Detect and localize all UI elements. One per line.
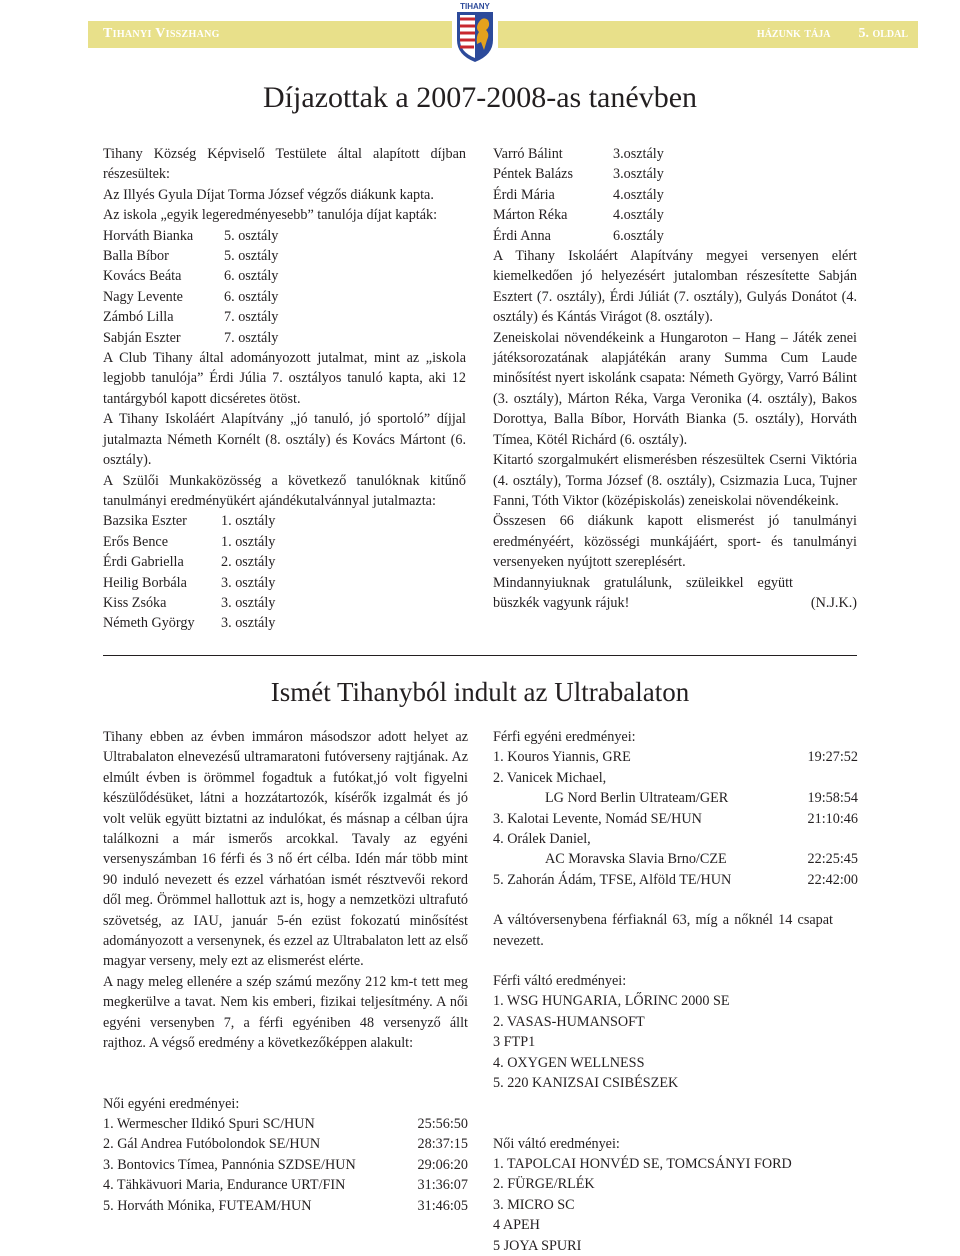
result-row: 4. OXYGEN WELLNESS <box>493 1054 645 1071</box>
congrats-paragraph: Mindannyiuknak gratulálunk, szüleikkel együtt büszkék vagyunk rájuk! <box>493 574 793 611</box>
result-row: 5. Zahorán Ádám, TFSE, Alföld TE/HUN 22:42:00 <box>493 871 858 888</box>
school-prize-list <box>103 226 466 348</box>
list-item: Bazsika Eszter 1. osztály <box>103 513 276 530</box>
result-row: 2. FÜRGE/RLÉK <box>493 1176 595 1193</box>
women-relay-title: Női váltó eredményei: <box>493 1135 620 1152</box>
result-row: AC Moravska Slavia Brno/CZE 22:25:45 <box>545 851 858 868</box>
ultrabalaton-paragraph-1: Tihany ebben az évben immáron másodszor adott helyet az Ultrabalaton elnevezésű ultramaratoni futóverseny rajtjának. Az elmúlt évben is örömmel fogadtuk a futókat,jó volt figyelni készülődésüket, látni a hozzátartozók, kísérők izgalmát és jó volt velük együtt biztatni az indulókat, és másnap a célban újra találkozni a már ismerős arcokkal. Tavaly az egyéni versenyszámban 16 férfi és 3 nő ért célba. Idén már több mint 90 induló nevezett és ezzel várhatóan ismét résztvevői rekord dől meg. Örömmel hallottuk azt is, hogy a nemzetközi ultrafutó szövetség, az IAU, január 5-én ezüst fokozatú minősítést adományozott a versenynek, és ezzel az Ultrabalaton lett az első magyar verseny, mely ezt az elismerést elérte. <box>103 729 468 970</box>
result-row: 2. VASAS-HUMANSOFT <box>493 1013 645 1030</box>
total-paragraph: Összesen 66 diákunk kapott elismerést jó tanulmányi eredményéért, közösségi munkájáért, sport- és tanulmányi versenyeken nyújtott szereplésért. <box>493 513 857 571</box>
parents-prize-list-continued <box>493 144 857 246</box>
publication-title: Tihanyi Visszhang <box>103 26 220 41</box>
result-row: 5 JOYA SPURI <box>493 1237 582 1254</box>
list-item: Németh György 3. osztály <box>103 615 276 632</box>
diligence-paragraph: Kitartó szorgalmukért elismerésben részesültek Cserni Viktória (4. osztály), Torma József (8. osztály), Csizmazia Luca, Tujner Fanni, Tóth Viktor (középiskolás) zeneiskolai növendékeink. <box>493 452 857 509</box>
section-label: házunk tája <box>756 26 831 41</box>
ultrabalaton-paragraph-2: A nagy meleg ellenére a szép számú mezőny 212 km-t tett meg megkerülve a tavat. Nem kis emberi, fizikai teljesítmény. A női egyéni versenyben 7, a férfi egyéniben 48 versenyző állt rajthoz. A végső eredmény a következőképpen alakult: <box>103 973 468 1052</box>
section-divider <box>103 655 857 656</box>
result-row: 2. Vanicek Michael, <box>493 769 607 786</box>
article2-left-column <box>103 727 468 1216</box>
list-item: Érdi Anna 6.osztály <box>493 227 664 244</box>
list-item: Péntek Balázs 3.osztály <box>493 166 664 183</box>
list-item: Zámbó Lilla 7. osztály <box>103 309 279 326</box>
result-row: 4 APEH <box>493 1217 540 1234</box>
result-row: 1. Kouros Yiannis, GRE 19:27:52 <box>493 749 858 766</box>
list-item: Márton Réka 4.osztály <box>493 207 664 224</box>
list-item: Erős Bence 1. osztály <box>103 533 276 550</box>
result-row: 3. Kalotai Levente, Nomád SE/HUN 21:10:46 <box>493 810 858 827</box>
men-relay-results <box>493 991 858 1093</box>
list-item: Varró Bálint 3.osztály <box>493 146 664 162</box>
result-row: 1. WSG HUNGARIA, LŐRINC 2000 SE <box>493 993 730 1010</box>
page-number: 5. oldal <box>858 26 908 41</box>
women-relay-results <box>493 1154 858 1256</box>
list-item: Heilig Borbála 3. osztály <box>103 574 276 591</box>
list-item: Érdi Mária 4.osztály <box>493 186 664 203</box>
page-info <box>729 25 908 43</box>
relay-note: A váltóversenybena férfiaknál 63, míg a nőknél 14 csapat nevezett. <box>493 912 833 949</box>
list-item: Érdi Gabriella 2. osztály <box>103 554 276 571</box>
result-row: 1. TAPOLCAI HONVÉD SE, TOMCSÁNYI FORD <box>493 1155 792 1172</box>
foundation-paragraph: A Tihany Iskoláért Alapítvány „jó tanuló, jó sportoló” díjjal jutalmazta Németh Kornélt (8. osztály) és Kovács Mártont (6. osztály). <box>103 411 466 469</box>
result-row: 3. Bontovics Tímea, Pannónia SZDSE/HUN 29:06:20 <box>103 1156 468 1173</box>
school-prize-intro: Az iskola „egyik legeredményesebb” tanulója díjat kapták: <box>103 207 438 224</box>
result-row: 4. Tähkävuori Maria, Endurance URT/FIN 31:36:07 <box>103 1177 468 1194</box>
list-item: Balla Bíbor 5. osztály <box>103 248 279 265</box>
intro-paragraph: Tihany Község Képviselő Testülete által alapított díjban részesültek: <box>103 146 466 183</box>
result-row: 2. Gál Andrea Futóbolondok SE/HUN 28:37:15 <box>103 1136 468 1153</box>
tihany-crest-logo <box>452 0 498 64</box>
article2-title: Ismét Tihanyból indult az Ultrabalaton <box>270 677 690 707</box>
parents-paragraph: A Szülői Munkaközösség a következő tanulóknak kitűnő tanulmányi eredményükért ajándékutalvánnyal jutalmazta: <box>103 472 466 509</box>
county-competition-paragraph: A Tihany Iskoláért Alapítvány megyei versenyen elért kiemelkedően jó helyezésért jutalomban részesítette Sabján Esztert (7. osztály), Érdi Júliát (7. osztály), Gulyás Donátot (4. osztály) és Kántás Virágot (8. osztály). <box>493 248 857 326</box>
club-tihany-paragraph: A Club Tihany által adományozott jutalmat, mint az „iskola legjobb tanulója” Érdi Júlia 7. osztályos tanuló kapta, aki 12 tantárgyból kapott dicséretes ötöst. <box>103 350 466 407</box>
article2-right-column <box>493 727 858 1256</box>
men-individual-title: Férfi egyéni eredményei: <box>493 729 636 745</box>
women-individual-results <box>103 1114 468 1216</box>
congrats-block <box>493 573 857 614</box>
music-school-paragraph: Zeneiskolai növendékeink a Hungaroton – Hang – Játék zenei játéksorozatának alapjátékán arany Summa Cum Laude minősítést nyert iskolánk csapata: Németh György, Varró Bálint (3. osztály), Márton Réka, Varga Veronika (4. osztály), Bakos Dorottya, Balla Bíbor, Horváth Bianka (5. osztály), Horváth Tímea, Kötél Richárd (6. osztály). <box>493 329 857 448</box>
crest-label: TIHANY <box>460 2 490 11</box>
article1-right-column <box>493 144 857 613</box>
men-individual-results <box>493 747 858 890</box>
list-item: Kovács Beáta 6. osztály <box>103 268 279 285</box>
women-individual-title: Női egyéni eredményei: <box>103 1095 240 1112</box>
result-row: 5. Horváth Mónika, FUTEAM/HUN 31:46:05 <box>103 1197 468 1214</box>
list-item: Sabján Eszter 7. osztály <box>103 329 279 346</box>
result-row: 1. Wermescher Ildikó Spuri SC/HUN 25:56:50 <box>103 1115 468 1132</box>
author-signature: (N.J.K.) <box>810 594 857 611</box>
list-item: Kiss Zsóka 3. osztály <box>103 594 276 611</box>
article1-title: Díjazottak a 2007-2008-as tanévben <box>262 81 698 114</box>
article1-left-column <box>103 144 466 634</box>
list-item: Horváth Bianka 5. osztály <box>103 227 279 244</box>
men-relay-title: Férfi váltó eredményei: <box>493 973 627 990</box>
result-row: 3 FTP1 <box>493 1034 536 1051</box>
result-row: LG Nord Berlin Ultrateam/GER 19:58:54 <box>545 790 858 807</box>
result-row: 4. Orálek Daniel, <box>493 831 591 848</box>
list-item: Nagy Levente 6. osztály <box>103 288 279 305</box>
result-row: 5. 220 KANIZSAI CSIBÉSZEK <box>493 1075 679 1092</box>
illyes-prize-paragraph: Az Illyés Gyula Díjat Torma József végzős diákunk kapta. <box>103 186 434 203</box>
result-row: 3. MICRO SC <box>493 1196 575 1213</box>
parents-prize-list <box>103 511 466 633</box>
